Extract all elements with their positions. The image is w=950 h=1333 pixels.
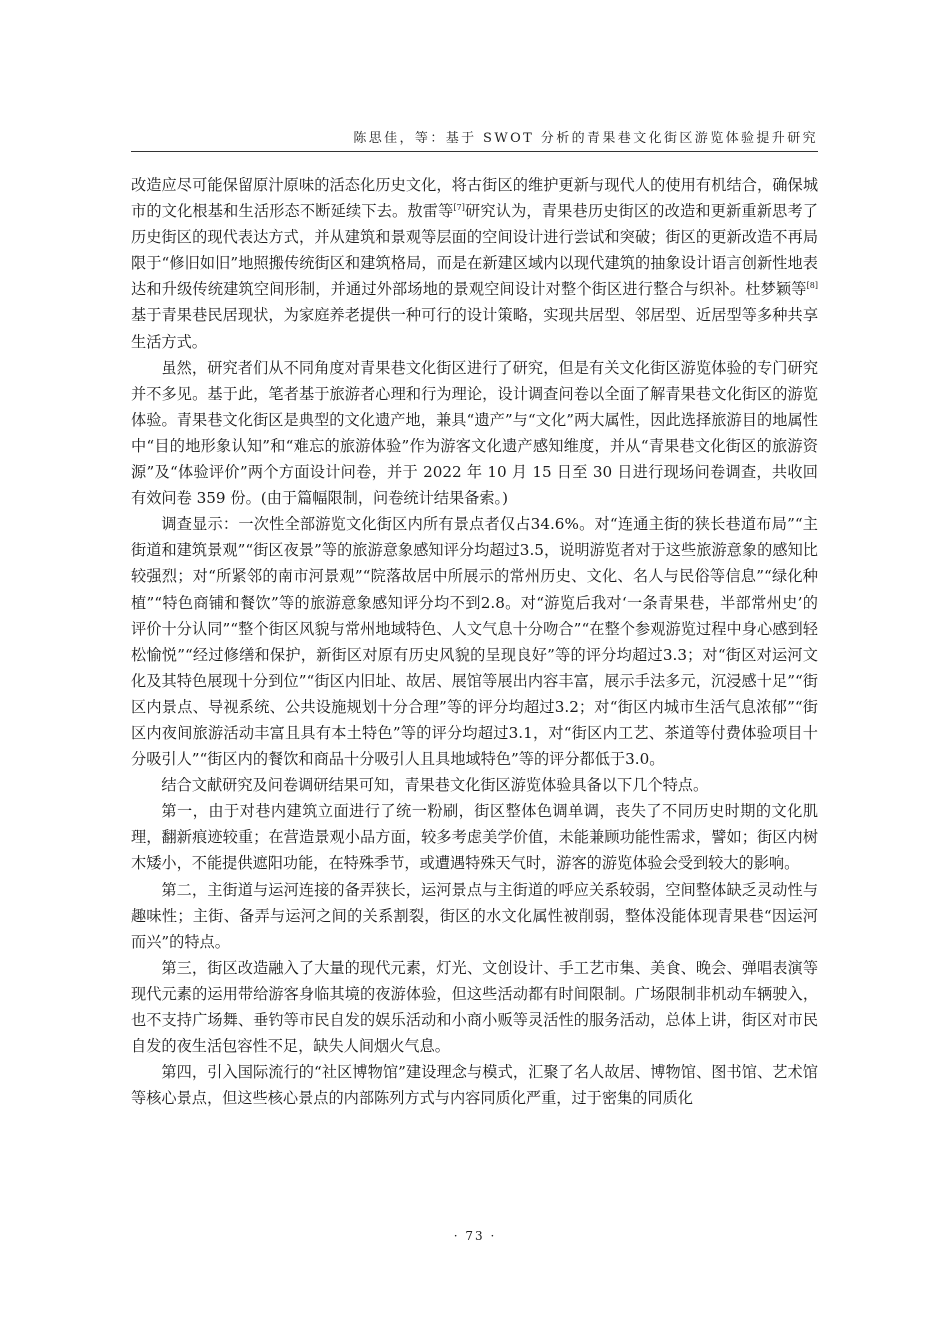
citation-ref: [8] [806, 281, 818, 291]
citation-ref: [7] [453, 203, 465, 213]
paragraph-feature-2: 第二，主街道与运河连接的备弄狭长，运河景点与主街道的呼应关系较弱，空间整体缺乏灵动性与趣味性；主街、备弄与运河之间的关系割裂，街区的水文化属性被削弱，整体没能体现青果巷“因运河而兴”的特点。 [131, 880, 818, 951]
paragraph-literature-review [131, 172, 818, 355]
paragraph-feature-3: 第三，街区改造融入了大量的现代元素，灯光、文创设计、手工艺市集、美食、晚会、弹唱表演等现代元素的运用带给游客身临其境的夜游体验，但这些活动都有时间限制。广场限制非机动车辆驶入，也不支持广场舞、垂钓等市民自发的娱乐活动和小商小贩等灵活性的服务活动，总体上讲，街区对市民自发的夜生活包容性不足，缺失人间烟火气息。 [131, 958, 818, 1056]
paragraph-text: 改造应尽可能保留原汁原味的活态化历史文化，将古街区的维护更新与现代人的使用有机结合，确保城市的文化根基和生活形态不断延续下去。敖雷等 [131, 176, 818, 221]
paragraph-feature-1: 第一，由于对巷内建筑立面进行了统一粉刷，街区整体色调单调，丧失了不同历史时期的文化肌理，翻新痕迹较重；在营造景观小品方面，较多考虑美学价值，未能兼顾功能性需求，譬如；街区内树木矮小，不能提供遮阳功能，在特殊季节，或遭遇特殊天气时，游客的游览体验会受到较大的影响。 [131, 802, 818, 873]
paragraph-survey-results: 调查显示：一次性全部游览文化街区内所有景点者仅占34.6%。对“连通主街的狭长巷道布局”“主街道和建筑景观”“街区夜景”等的旅游意象感知评分均超过3.5，说明游览者对于这些旅游意象的感知比较强烈；对“所紧邻的南市河景观”“院落故居中所展示的常州历史、文化、名人与民俗等信息”“绿化种植”“特色商铺和餐饮”等的旅游意象感知评分均不到2.8。对“游览后我对‘一条青果巷，半部常州史’的评价十分认同”“整个街区风貌与常州地域特色、人文气息十分吻合”“在整个参观游览过程中身心感到轻松愉悦”“经过修缮和保护，新街区对原有历史风貌的呈现良好”等的评分均超过3.3；对“街区对运河文化及其特色展现十分到位”“街区内旧址、故居、展馆等展出内容丰富，展示手法多元，沉浸感十足”“街区内景点、导视系统、公共设施规划十分合理”等的评分均超过3.2；对“街区内城市生活气息浓郁”“街区内夜间旅游活动丰富且具有本土特色”等的评分均超过3.1，对“街区内工艺、茶道等付费体验项目十分吸引人”“街区内的餐饮和商品十分吸引人且具地域特色”等的评分都低于3.0。 [131, 515, 818, 769]
paragraph-research-design: 虽然，研究者们从不同角度对青果巷文化街区进行了研究，但是有关文化街区游览体验的专门研究并不多见。基于此，笔者基于旅游者心理和行为理论，设计调查问卷以全面了解青果巷文化街区的游览体验。青果巷文化街区是典型的文化遗产地，兼具“遗产”与“文化”两大属性，因此选择旅游目的地属性中“目的地形象认知”和“难忘的旅游体验”作为游客文化遗产感知维度，并从“青果巷文化街区的旅游资源”及“体验评价”两个方面设计问卷，并于 2022 年 10 月 15 日至 30 日进行现场问卷调查，共收回有效问卷 359 份。(由于篇幅限制，问卷统计结果备索。) [131, 358, 818, 508]
paragraph-summary: 结合文献研究及问卷调研结果可知，青果巷文化街区游览体验具备以下几个特点。 [161, 776, 709, 795]
running-header: 陈思佳，等：基于 SWOT 分析的青果巷文化街区游览体验提升研究 [353, 131, 818, 146]
paragraph-feature-4: 第四，引入国际流行的“社区博物馆”建设理念与模式，汇聚了名人故居、博物馆、图书馆、艺术馆等核心景点，但这些核心景点的内部陈列方式与内容同质化严重，过于密集的同质化 [131, 1063, 818, 1108]
paragraph-text: 研究认为，青果巷历史街区的改造和更新重新思考了历史街区的现代表达方式，并从建筑和景观等层面的空间设计进行尝试和突破；街区的更新改造不再局限于“修旧如旧”地照搬传统街区和建筑格局，而是在新建区域内以现代建筑的抽象设计语言创新性地表达和升级传统建筑空间形制，并通过外部场地的景观空间设计对整个街区进行整合与织补。杜梦颖等 [131, 202, 819, 299]
page-number: · 73 · [453, 1229, 497, 1243]
header-rule [131, 151, 818, 152]
article-body [131, 172, 818, 1111]
paragraph-text: 基于青果巷民居现状，为家庭养老提供一种可行的设计策略，实现共居型、邻居型、近居型等多种共享生活方式。 [131, 306, 818, 351]
